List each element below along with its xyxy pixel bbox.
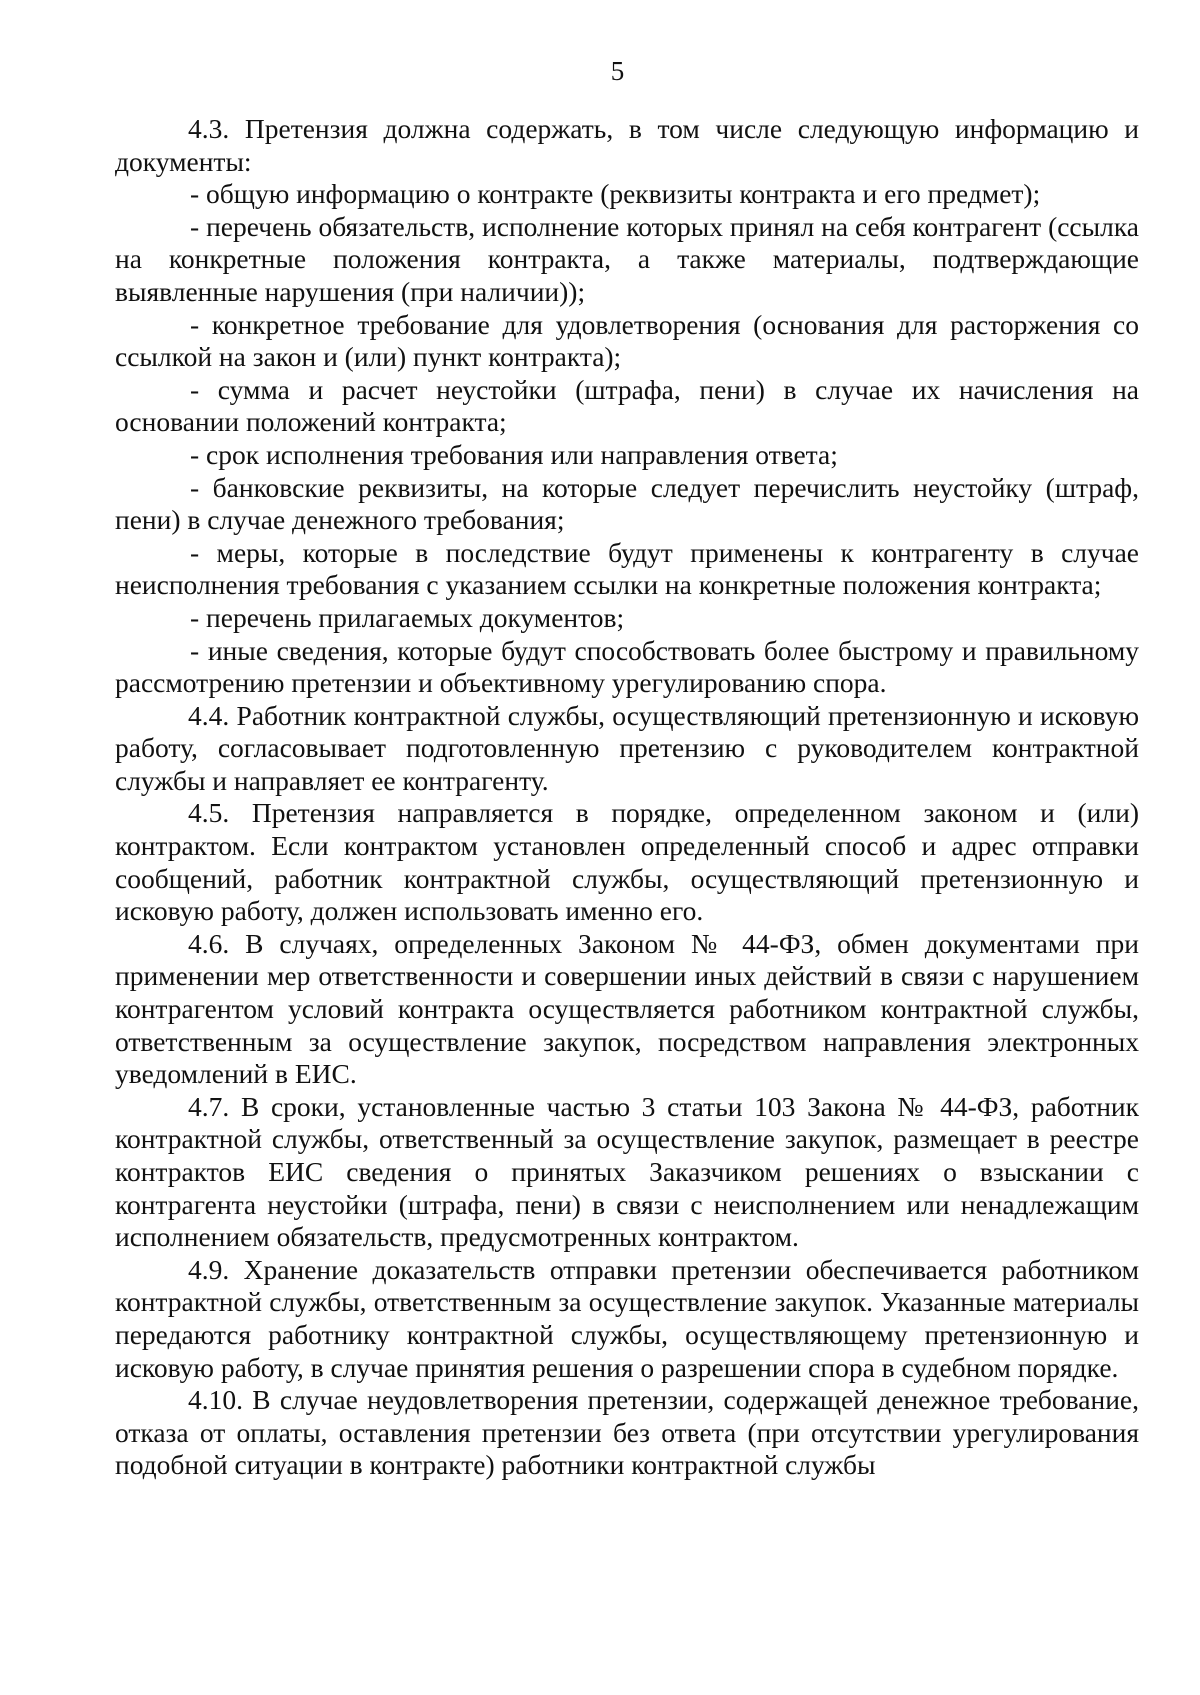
list-item-contract-info: - общую информацию о контракте (реквизиты контракта и его предмет); — [190, 178, 1041, 210]
page-number: 5 — [610, 56, 625, 86]
list-item-measures: - меры, которые в последствие будут применены к контрагенту в случае неисполнения требования с указанием ссылки на конкретные положения контракта; — [115, 536, 1139, 601]
paragraph-4-5: 4.5. Претензия направляется в порядке, определенном законом и (или) контрактом. Если контрактом установлен определенный способ и адрес отправки сообщений, работник контрактной службы, осуществляющий претензионную и исковую работу, должен использовать именно его. — [115, 797, 1139, 927]
list-item-obligations: - перечень обязательств, исполнение которых принял на себя контрагент (ссылка на конкретные положения контракта, а также материалы, подтверждающие выявленные нарушения (при наличии)); — [115, 210, 1139, 307]
paragraph-4-4: 4.4. Работник контрактной службы, осуществляющий претензионную и исковую работу, согласовывает подготовленную претензию с руководителем контрактной службы и направляет ее контрагенту. — [115, 699, 1139, 796]
paragraph-4-6: 4.6. В случаях, определенных Законом № 44-ФЗ, обмен документами при применении мер ответственности и совершении иных действий в связи с нарушением контрагентом условий контракта осуществляется работником контрактной службы, ответственным за осуществление закупок, посредством направления электронных уведомлений в ЕИС. — [115, 927, 1139, 1090]
list-item-attachments: - перечень прилагаемых документов; — [190, 601, 625, 633]
document-body — [115, 113, 1139, 1482]
list-item-deadline: - срок исполнения требования или направления ответа; — [190, 438, 838, 470]
paragraph-4-10: 4.10. В случае неудовлетворения претензии, содержащей денежное требование, отказа от оплаты, оставления претензии без ответа (при отсутствии урегулирования подобной ситуации в контракте) работники контрактной службы — [115, 1384, 1139, 1481]
paragraph-4-3: 4.3. Претензия должна содержать, в том числе следующую информацию и документы: — [115, 113, 1139, 177]
list-item-other-info: - иные сведения, которые будут способствовать более быстрому и правильному рассмотрению претензии и объективному урегулированию спора. — [115, 634, 1139, 699]
paragraph-4-7: 4.7. В сроки, установленные частью 3 статьи 103 Закона № 44-ФЗ, работник контрактной службы, ответственный за осуществление закупок, размещает в реестре контрактов ЕИС сведения о принятых Заказчиком решениях о взыскании с контрагента неустойки (штрафа, пени) в связи с неисполнением или ненадлежащим исполнением обязательств, предусмотренных контрактом. — [115, 1090, 1139, 1253]
list-item-bank-details: - банковские реквизиты, на которые следует перечислить неустойку (штраф, пени) в случае денежного требования; — [115, 471, 1139, 536]
list-item-requirement: - конкретное требование для удовлетворения (основания для расторжения со ссылкой на закон и (или) пункт контракта); — [115, 308, 1139, 373]
list-item-penalty-amount: - сумма и расчет неустойки (штрафа, пени) в случае их начисления на основании положений контракта; — [115, 373, 1139, 438]
paragraph-4-9: 4.9. Хранение доказательств отправки претензии обеспечивается работником контрактной службы, ответственным за осуществление закупок. Указанные материалы передаются работнику контрактной службы, осуществляющему претензионную и исковую работу, в случае принятия решения о разрешении спора в судебном порядке. — [115, 1253, 1139, 1383]
